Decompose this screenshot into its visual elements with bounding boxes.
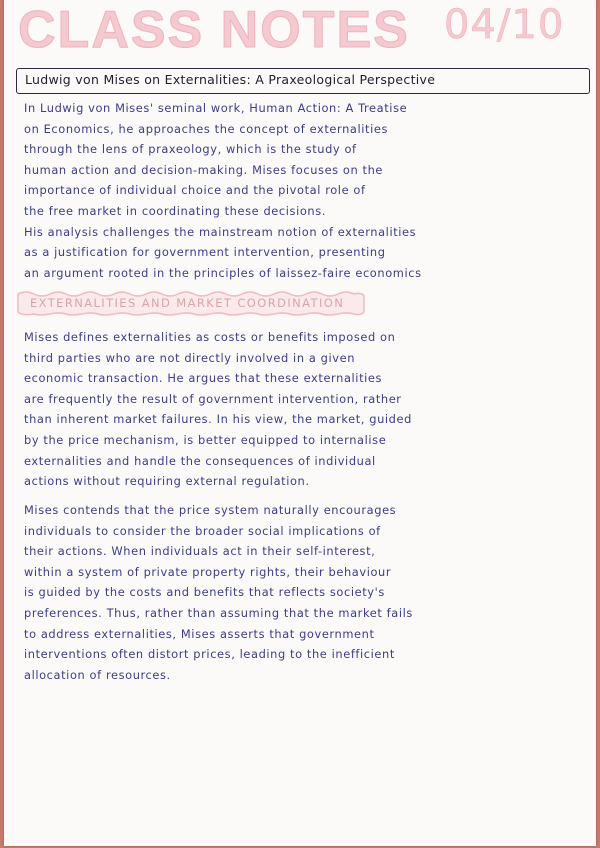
- text-line: economic transaction. He argues that these externalities: [24, 371, 383, 386]
- paragraph-price-system: [24, 500, 590, 685]
- text-line: His analysis challenges the mainstream notion of externalities: [24, 224, 417, 239]
- text-line: to address externalities, Mises asserts that government: [24, 626, 375, 641]
- subject-title-box: [16, 68, 590, 94]
- text-line: individuals to consider the broader social implications of: [24, 523, 381, 538]
- text-line: as a justification for government intervention, presenting: [24, 245, 386, 260]
- text-line: preferences. Thus, rather than assuming that the market fails: [24, 605, 413, 620]
- text-line: actions without requiring external regulation.: [24, 474, 310, 489]
- section-heading: [16, 290, 366, 318]
- text-line: allocation of resources.: [24, 667, 171, 682]
- text-line: the free market in coordinating these decisions.: [24, 203, 326, 218]
- text-line: interventions often distort prices, leading to the inefficient: [24, 647, 395, 662]
- text-line: through the lens of praxeology, which is the study of: [24, 142, 357, 157]
- notebook-page: [4, 0, 596, 846]
- subject-title: Ludwig von Mises on Externalities: A Praxeological Perspective: [25, 72, 436, 87]
- page-title: CLASS NOTES: [18, 1, 410, 59]
- text-line: their actions. When individuals act in their self-interest,: [24, 544, 376, 559]
- text-line: than inherent market failures. In his view, the market, guided: [24, 412, 412, 427]
- text-line: In Ludwig von Mises' seminal work, Human Action: A Treatise: [24, 101, 408, 115]
- text-line: on Economics, he approaches the concept of externalities: [24, 121, 388, 136]
- text-line: by the price mechanism, is better equipped to internalise: [24, 432, 387, 447]
- text-line: are frequently the result of government intervention, rather: [24, 391, 402, 406]
- page-header: [4, 0, 596, 62]
- paragraph-externalities: [24, 327, 590, 492]
- text-line: importance of individual choice and the pivotal role of: [24, 183, 366, 198]
- text-line: within a system of private property rights, their behaviour: [24, 564, 392, 579]
- text-line: an argument rooted in the principles of laissez-faire economics: [24, 265, 422, 280]
- section-heading-text: EXTERNALITIES AND MARKET COORDINATION: [30, 296, 345, 310]
- intro-paragraph: [24, 98, 590, 283]
- page-date: 04/10: [444, 2, 565, 48]
- text-line: Mises defines externalities as costs or benefits imposed on: [24, 330, 396, 344]
- text-line: Mises contends that the price system naturally encourages: [24, 503, 397, 517]
- text-line: externalities and handle the consequences of individual: [24, 453, 376, 468]
- text-line: human action and decision-making. Mises focuses on the: [24, 162, 384, 177]
- text-line: is guided by the costs and benefits that reflects society's: [24, 585, 385, 600]
- text-line: third parties who are not directly involved in a given: [24, 350, 356, 365]
